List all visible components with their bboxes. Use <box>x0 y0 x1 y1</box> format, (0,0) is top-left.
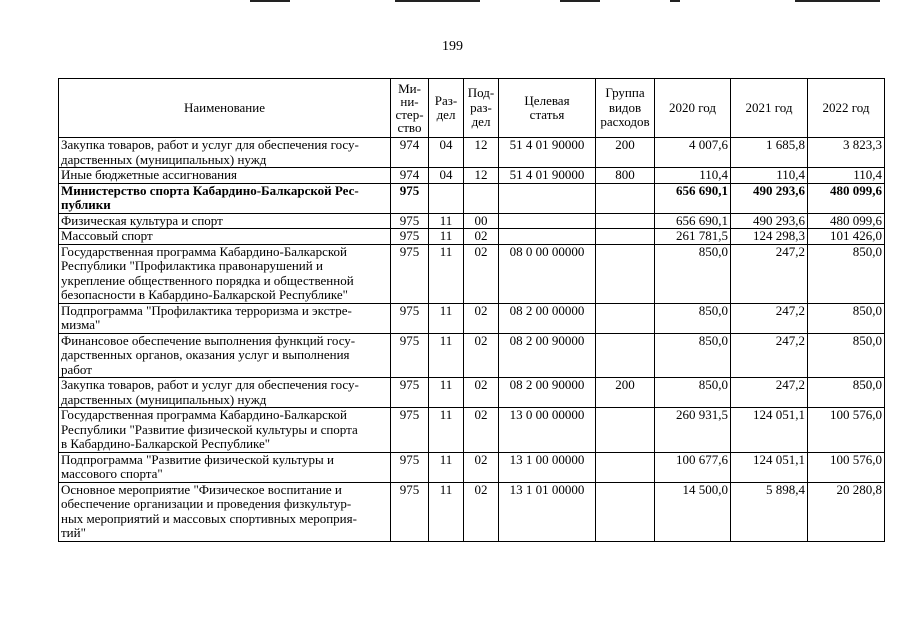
row-ministry: 974 <box>391 168 429 184</box>
col-header-name: Наименование <box>59 79 391 138</box>
row-section: 11 <box>429 244 464 303</box>
row-value-2022: 850,0 <box>808 333 885 378</box>
row-ministry: 975 <box>391 333 429 378</box>
row-value-2020: 14 500,0 <box>655 482 731 541</box>
row-group <box>596 408 655 453</box>
row-value-2021: 247,2 <box>731 244 808 303</box>
row-value-2021: 1 685,8 <box>731 138 808 168</box>
row-value-2022: 480 099,6 <box>808 183 885 213</box>
row-value-2021: 124 051,1 <box>731 408 808 453</box>
header-row <box>59 79 885 138</box>
row-ministry: 975 <box>391 183 429 213</box>
row-name: Закупка товаров, работ и услуг для обеспечения госу- дарственных (муниципальных) нужд <box>59 378 391 408</box>
row-value-2022: 3 823,3 <box>808 138 885 168</box>
table-row <box>59 183 885 213</box>
row-value-2020: 110,4 <box>655 168 731 184</box>
row-target: 08 0 00 00000 <box>499 244 596 303</box>
row-section: 11 <box>429 378 464 408</box>
row-value-2021: 5 898,4 <box>731 482 808 541</box>
row-group <box>596 452 655 482</box>
row-subsection: 02 <box>464 378 499 408</box>
table-row <box>59 229 885 245</box>
row-ministry: 975 <box>391 244 429 303</box>
scan-artifact-marks <box>0 0 905 4</box>
row-value-2020: 100 677,6 <box>655 452 731 482</box>
row-name: Основное мероприятие "Физическое воспитание и обеспечение организации и проведения физкультур- ных мероприятий и массовых спортивных мероприя- тий" <box>59 482 391 541</box>
row-ministry: 975 <box>391 482 429 541</box>
row-target: 51 4 01 90000 <box>499 168 596 184</box>
col-header-2021: 2021 год <box>731 79 808 138</box>
row-group: 800 <box>596 168 655 184</box>
row-value-2020: 850,0 <box>655 303 731 333</box>
row-target: 13 1 01 00000 <box>499 482 596 541</box>
row-value-2022: 480 099,6 <box>808 213 885 229</box>
col-header-target: Целевая статья <box>499 79 596 138</box>
row-value-2022: 101 426,0 <box>808 229 885 245</box>
row-value-2020: 656 690,1 <box>655 213 731 229</box>
row-value-2020: 850,0 <box>655 244 731 303</box>
row-section: 11 <box>429 408 464 453</box>
row-target: 08 2 00 00000 <box>499 303 596 333</box>
row-subsection: 02 <box>464 229 499 245</box>
row-ministry: 975 <box>391 408 429 453</box>
row-subsection: 02 <box>464 482 499 541</box>
row-value-2021: 124 298,3 <box>731 229 808 245</box>
row-value-2022: 100 576,0 <box>808 452 885 482</box>
row-target: 08 2 00 90000 <box>499 378 596 408</box>
row-name: Государственная программа Кабардино-Балкарской Республики "Профилактика правонарушений и укрепление общественного порядка и общественной безопасности в Кабардино-Балкарской Республике" <box>59 244 391 303</box>
table-row <box>59 452 885 482</box>
row-value-2022: 100 576,0 <box>808 408 885 453</box>
row-value-2021: 490 293,6 <box>731 213 808 229</box>
row-ministry: 975 <box>391 452 429 482</box>
table-row <box>59 482 885 541</box>
row-ministry: 975 <box>391 303 429 333</box>
row-target: 13 0 00 00000 <box>499 408 596 453</box>
row-name: Закупка товаров, работ и услуг для обеспечения госу- дарственных (муниципальных) нужд <box>59 138 391 168</box>
row-name: Физическая культура и спорт <box>59 213 391 229</box>
table-row <box>59 408 885 453</box>
row-value-2022: 850,0 <box>808 303 885 333</box>
row-subsection: 12 <box>464 168 499 184</box>
row-ministry: 974 <box>391 138 429 168</box>
col-header-section: Раз- дел <box>429 79 464 138</box>
row-group <box>596 229 655 245</box>
row-name: Министерство спорта Кабардино-Балкарской Рес- публики <box>59 183 391 213</box>
row-ministry: 975 <box>391 213 429 229</box>
row-value-2022: 850,0 <box>808 378 885 408</box>
row-subsection: 02 <box>464 452 499 482</box>
row-value-2021: 247,2 <box>731 333 808 378</box>
row-target <box>499 213 596 229</box>
table-row <box>59 303 885 333</box>
row-group <box>596 183 655 213</box>
table-row <box>59 244 885 303</box>
row-value-2021: 247,2 <box>731 303 808 333</box>
row-subsection: 12 <box>464 138 499 168</box>
row-subsection: 02 <box>464 333 499 378</box>
row-target <box>499 183 596 213</box>
row-subsection: 02 <box>464 303 499 333</box>
row-target: 08 2 00 90000 <box>499 333 596 378</box>
row-name: Иные бюджетные ассигнования <box>59 168 391 184</box>
row-value-2020: 850,0 <box>655 333 731 378</box>
col-header-2020: 2020 год <box>655 79 731 138</box>
page-number: 199 <box>442 39 463 54</box>
row-value-2022: 110,4 <box>808 168 885 184</box>
row-name: Финансовое обеспечение выполнения функций госу- дарственных органов, оказания услуг и выполнения работ <box>59 333 391 378</box>
row-value-2020: 850,0 <box>655 378 731 408</box>
row-target: 13 1 00 00000 <box>499 452 596 482</box>
row-value-2021: 490 293,6 <box>731 183 808 213</box>
table-row <box>59 213 885 229</box>
row-subsection: 00 <box>464 213 499 229</box>
row-section: 11 <box>429 303 464 333</box>
row-name: Подпрограмма "Развитие физической культуры и массового спорта" <box>59 452 391 482</box>
row-ministry: 975 <box>391 229 429 245</box>
row-value-2020: 656 690,1 <box>655 183 731 213</box>
row-section: 11 <box>429 482 464 541</box>
col-header-group: Группа видов расходов <box>596 79 655 138</box>
budget-table <box>58 78 885 542</box>
row-section: 04 <box>429 138 464 168</box>
row-section: 11 <box>429 229 464 245</box>
row-value-2020: 261 781,5 <box>655 229 731 245</box>
row-value-2020: 260 931,5 <box>655 408 731 453</box>
row-name: Массовый спорт <box>59 229 391 245</box>
row-group <box>596 333 655 378</box>
row-value-2022: 20 280,8 <box>808 482 885 541</box>
col-header-subsection: Под- раз- дел <box>464 79 499 138</box>
row-value-2021: 124 051,1 <box>731 452 808 482</box>
table-row <box>59 378 885 408</box>
row-value-2021: 247,2 <box>731 378 808 408</box>
row-section: 11 <box>429 213 464 229</box>
row-name: Подпрограмма "Профилактика терроризма и экстре- мизма" <box>59 303 391 333</box>
row-section <box>429 183 464 213</box>
row-section: 11 <box>429 333 464 378</box>
row-group <box>596 482 655 541</box>
row-section: 04 <box>429 168 464 184</box>
row-name: Государственная программа Кабардино-Балкарской Республики "Развитие физической культуры и спорта в Кабардино-Балкарской Республике" <box>59 408 391 453</box>
row-subsection: 02 <box>464 408 499 453</box>
row-group: 200 <box>596 378 655 408</box>
row-section: 11 <box>429 452 464 482</box>
table-row <box>59 138 885 168</box>
row-value-2021: 110,4 <box>731 168 808 184</box>
table-row <box>59 168 885 184</box>
table-row <box>59 333 885 378</box>
col-header-ministry: Ми- ни- стер- ство <box>391 79 429 138</box>
row-ministry: 975 <box>391 378 429 408</box>
row-subsection <box>464 183 499 213</box>
row-target: 51 4 01 90000 <box>499 138 596 168</box>
col-header-2022: 2022 год <box>808 79 885 138</box>
row-group <box>596 213 655 229</box>
row-group <box>596 244 655 303</box>
row-subsection: 02 <box>464 244 499 303</box>
row-value-2022: 850,0 <box>808 244 885 303</box>
row-group: 200 <box>596 138 655 168</box>
table-body <box>59 138 885 542</box>
row-target <box>499 229 596 245</box>
row-group <box>596 303 655 333</box>
row-value-2020: 4 007,6 <box>655 138 731 168</box>
